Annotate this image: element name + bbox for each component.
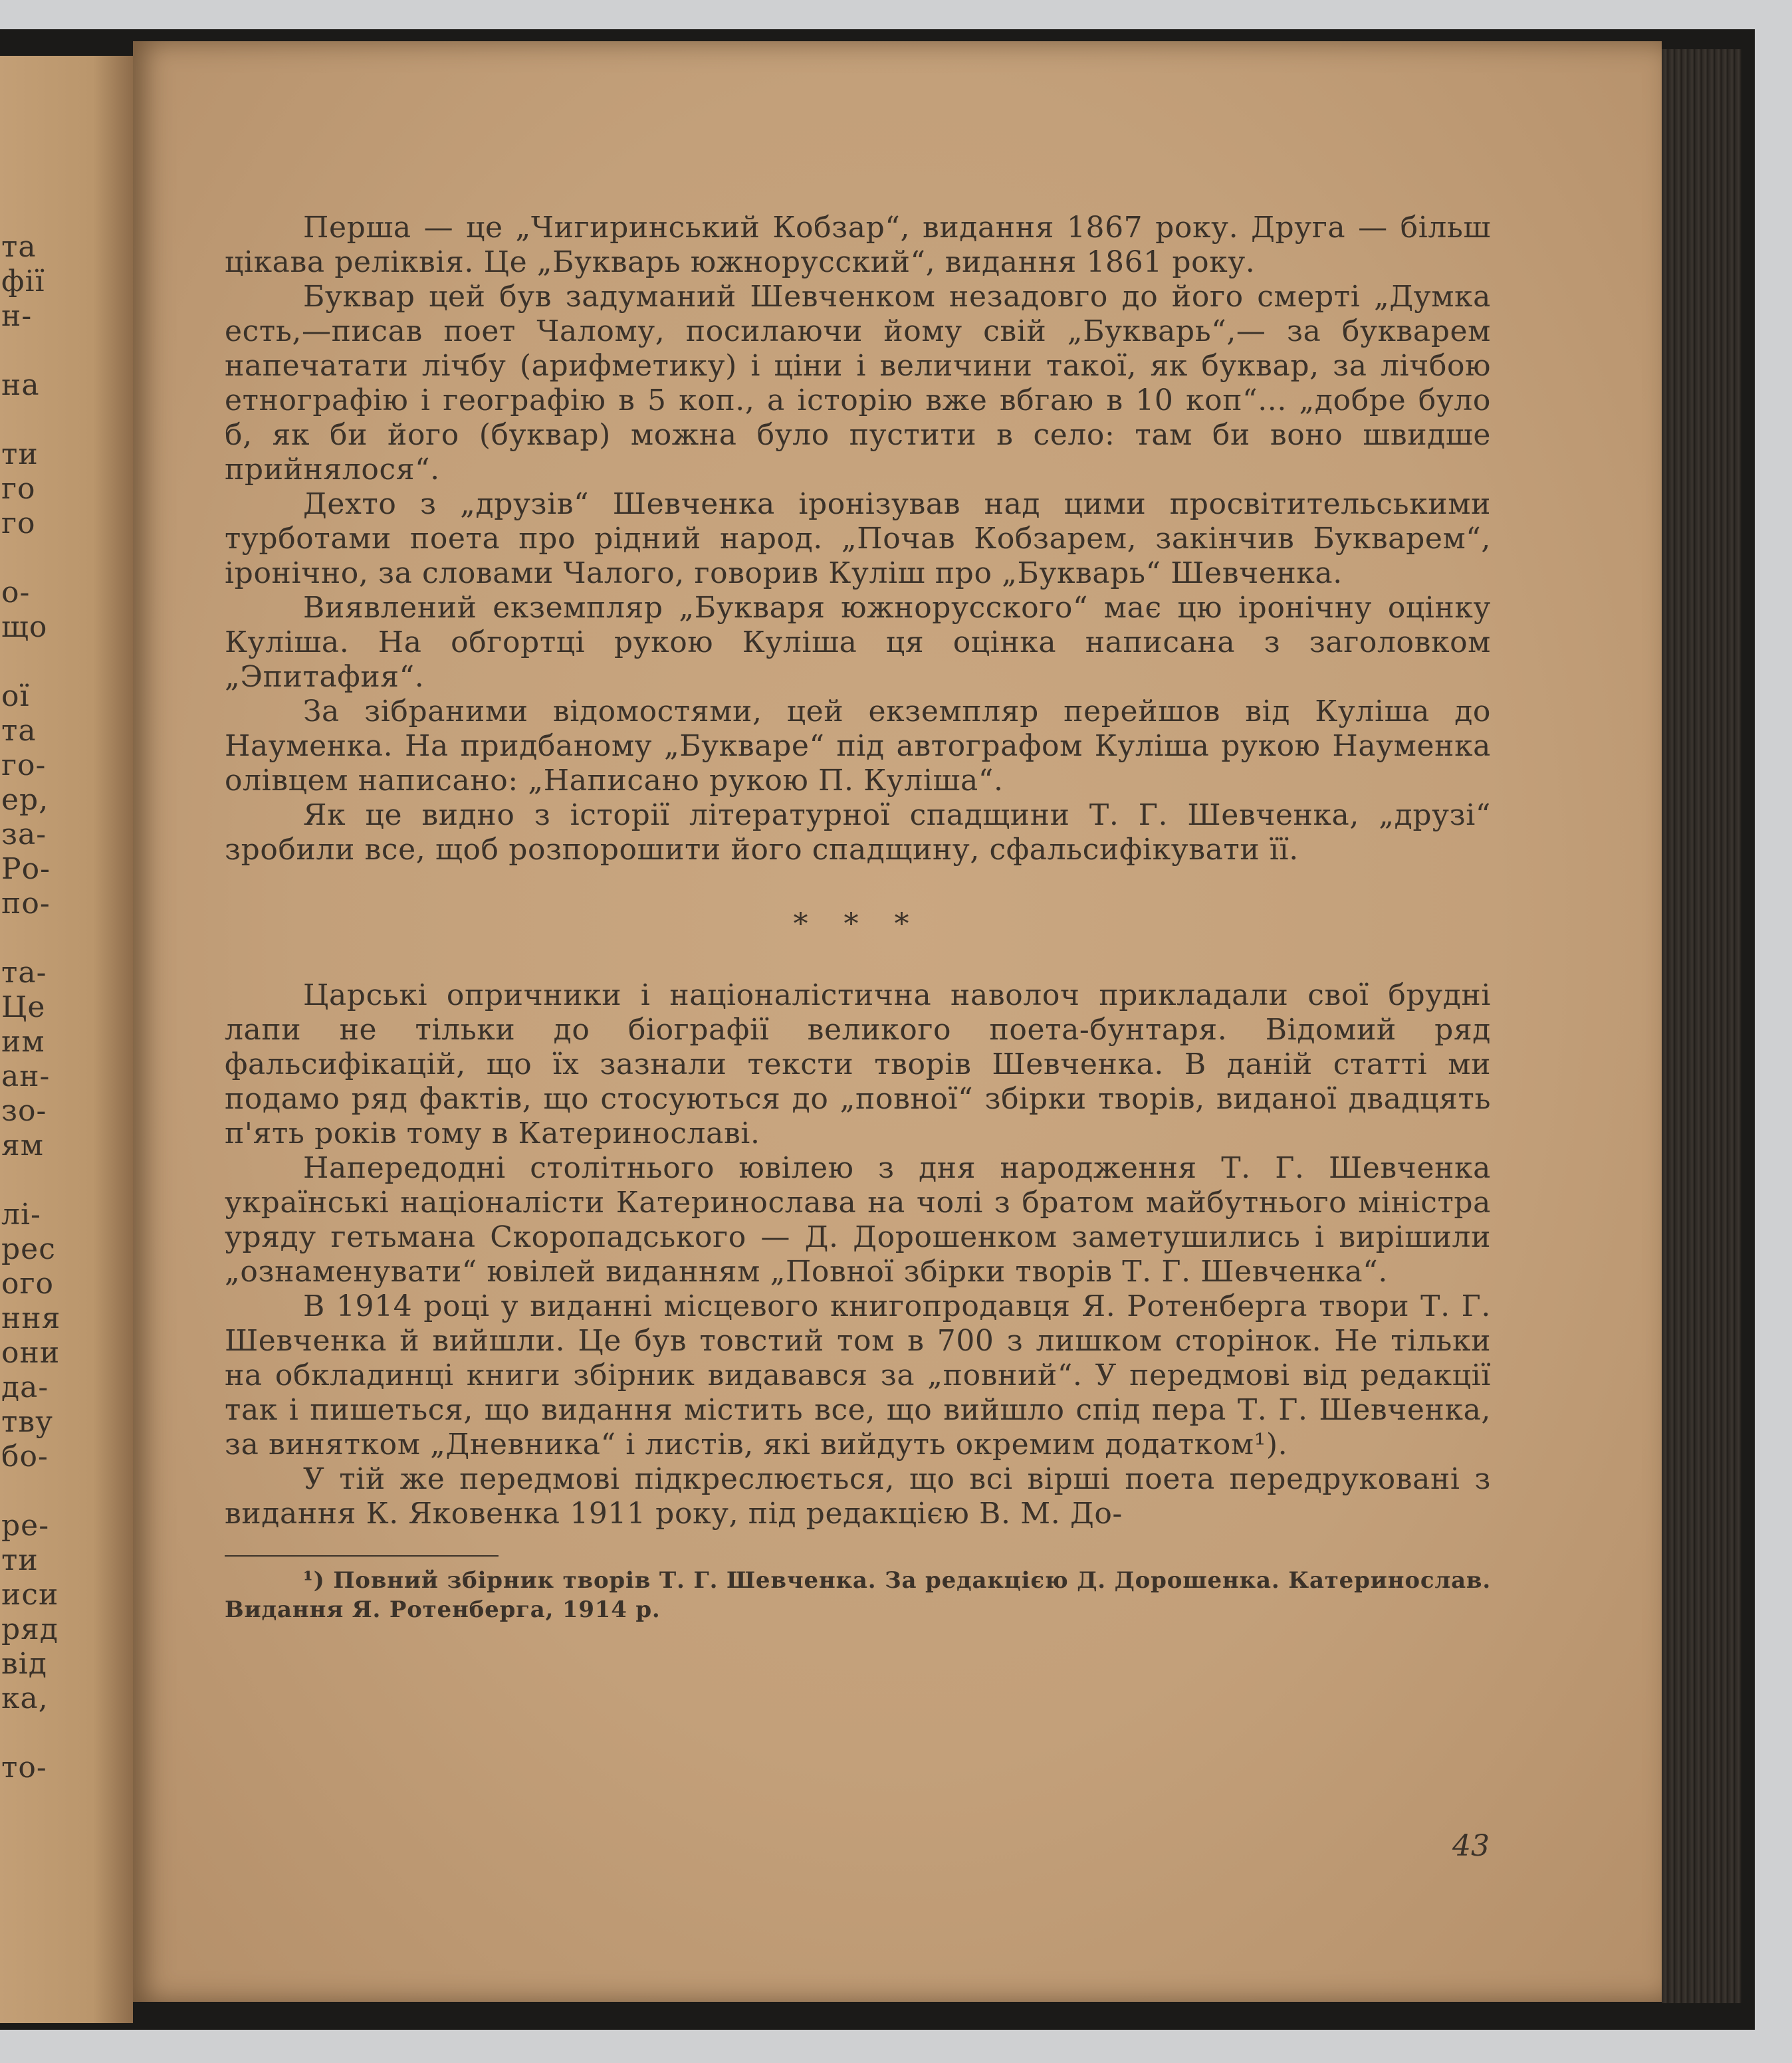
footnote: ¹) Повний збірник творів Т. Г. Шевченка. За редакцією Д. Дорошенка. Катеринослав. Видання Я. Ротенберга, 1914 р.: [225, 1567, 1491, 1623]
left-fragment: го: [1, 506, 36, 540]
left-fragment: о-: [1, 576, 31, 609]
left-fragment: від: [1, 1647, 47, 1681]
left-fragment: на: [1, 368, 40, 402]
left-fragment: ння: [1, 1301, 61, 1335]
left-fragment: ан-: [1, 1059, 51, 1093]
left-fragment: ого: [1, 1267, 55, 1301]
left-fragment: то-: [1, 1751, 47, 1785]
left-fragment: ре-: [1, 1509, 50, 1543]
left-fragment: лі-: [1, 1198, 41, 1232]
paragraph: За зібраними відомостями, цей екземпляр перейшов від Куліша до Науменка. На придбаному „Букваре“ під автографом Куліша рукою Науменка олівцем написано: „Написано рукою П. Куліша“.: [225, 695, 1491, 798]
left-fragment: рес: [1, 1232, 56, 1266]
paragraph: Царські опричники і націоналістична наволоч прикладали свої брудні лапи не тільки до біографії великого поета-бунтаря. Відомий ряд фальсифікацій, що їх зазнали тексти творів Шевченка. В даній статті ми подамо ряд фактів, що стосуються до „повної“ збірки творів, виданої двадцять п'ять років тому в Катеринославі.: [225, 978, 1491, 1150]
left-fragment: та-: [1, 956, 47, 990]
left-fragment: го-: [1, 748, 47, 782]
left-fragment: та: [1, 714, 37, 748]
left-fragment: ти: [1, 1543, 39, 1577]
paragraph: Напередодні столітнього ювілею з дня народження Т. Г. Шевченка українські націоналісти Катеринослава на чолі з братом майбутнього міністра уряду гетьмана Скоропадського — Д. Дорошенком заметушились і вирішили „ознаменувати“ ювілей виданням „Повної збірки творів Т. Г. Шевченка“.: [225, 1151, 1491, 1289]
left-fragment: по-: [1, 887, 51, 921]
left-fragment: та: [1, 230, 37, 264]
page-stack-edge: [1662, 49, 1741, 2003]
left-page: [0, 56, 133, 2023]
right-page: [133, 41, 1662, 2002]
paragraph: Перша — це „Чигиринський Кобзар“, видання 1867 року. Друга — більш цікава реліквія. Це „Букварь южнорусский“, видання 1861 року.: [225, 211, 1491, 279]
page-body: [225, 211, 1491, 1624]
left-fragment: за-: [1, 817, 47, 851]
left-fragment: они: [1, 1336, 60, 1370]
left-fragment: тву: [1, 1405, 54, 1439]
left-fragment: зо-: [1, 1094, 47, 1128]
left-fragment: фії: [1, 265, 45, 298]
paragraph: Як це видно з історії літературної спадщини Т. Г. Шевченка, „друзі“ зробили все, щоб розпорошити його спадщину, сфальсифікувати її.: [225, 798, 1491, 867]
left-fragment: да-: [1, 1370, 49, 1404]
left-fragment: Це: [1, 990, 46, 1024]
footnote-divider: [225, 1555, 499, 1557]
paragraph: Виявлений екземпляр „Букваря южнорусского“ має цю іронічну оцінку Куліша. На обгортці рукою Куліша ця оцінка написана з заголовком „Эпитафия“.: [225, 591, 1491, 694]
section-separator: * * *: [793, 907, 923, 941]
left-fragment: н-: [1, 299, 33, 333]
left-fragment: ка,: [1, 1682, 49, 1715]
left-fragment: бо-: [1, 1440, 49, 1473]
left-fragment: ти: [1, 437, 39, 471]
left-fragment: ої: [1, 679, 30, 713]
paragraph: В 1914 році у виданні місцевого книгопродавця Я. Ротенберга твори Т. Г. Шевченка й вийшли. Це був товстий том в 700 з лишком сторінок. Не тільки на обкладинці книги збірник видавався за „повний“. У передмові від редакції так і пишеться, що видання містить все, що вийшло спід пера Т. Г. Шевченка, за винятком „Дневника“ і листів, які вийдуть окремим додатком¹).: [225, 1289, 1491, 1462]
paragraph: Буквар цей був задуманий Шевченком незадовго до його смерті „Думка есть,—писав поет Чалому, посилаючи йому свій „Букварь“,— за букварем напечатати лічбу (арифметику) і ціни і величини такої, як буквар, за лічбою етнографію і географію в 5 коп., а історію вже вбгаю в 10 коп“... „добре було б, як би його (буквар) можна було пустити в село: там би воно швидше прийнялося“.: [225, 280, 1491, 487]
left-fragment: ер,: [1, 783, 49, 817]
left-fragment: ряд: [1, 1612, 59, 1646]
paragraph: Дехто з „друзів“ Шевченка іронізував над цими просвітительськими турботами поета про рідний народ. „Почав Кобзарем, закінчив Букварем“, іронічно, за словами Чалого, говорив Куліш про „Букварь“ Шевченка.: [225, 487, 1491, 590]
left-fragment: ям: [1, 1129, 44, 1162]
left-fragment: иси: [1, 1578, 59, 1612]
page-number: 43: [1452, 1829, 1490, 1863]
left-fragment: Ро-: [1, 852, 51, 886]
paragraph: У тій же передмові підкреслюється, що всі вірші поета передруковані з видання К. Яковенка 1911 року, під редакцією В. М. До-: [225, 1462, 1491, 1531]
book-scan: [0, 29, 1755, 2030]
left-fragment: им: [1, 1025, 45, 1059]
left-fragment: го: [1, 472, 36, 506]
left-fragment: що: [1, 610, 48, 644]
